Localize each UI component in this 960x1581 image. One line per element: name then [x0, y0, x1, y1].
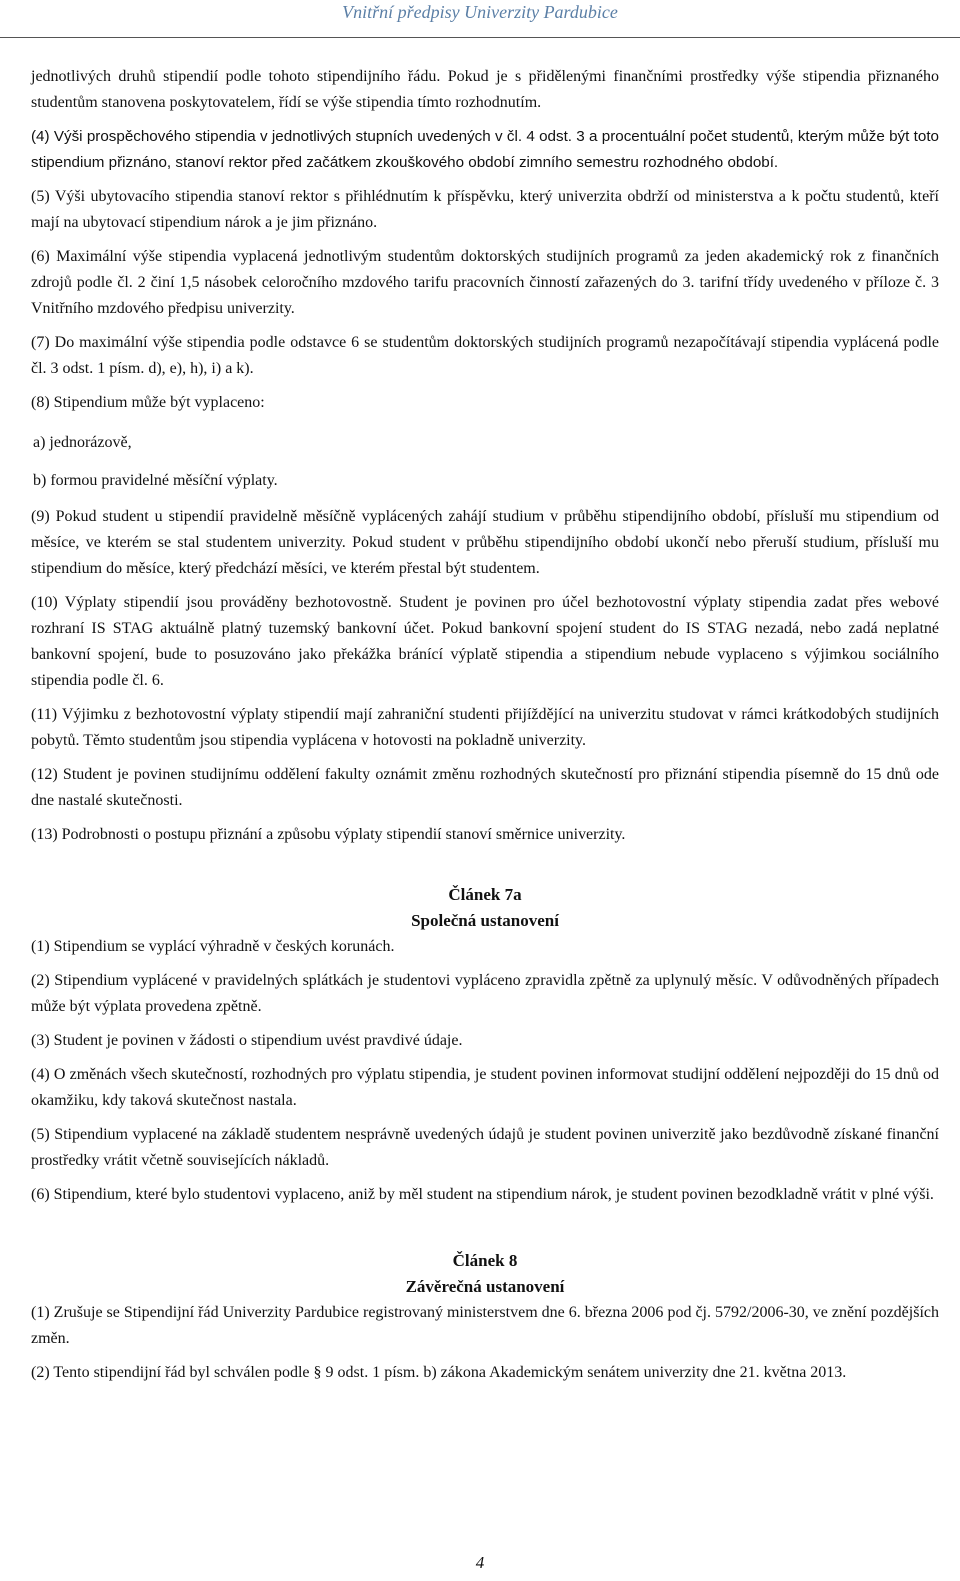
page-number: 4 — [475, 1553, 485, 1572]
article-8-paragraph: (2) Tento stipendijní řád byl schválen podle § 9 odst. 1 písm. b) zákona Akademickým senátem univerzity dne 21. května 2013. — [31, 1364, 847, 1381]
article-8-number: Článek 8 — [452, 1251, 518, 1270]
list-item: b) formou pravidelné měsíční výplaty. — [33, 472, 278, 489]
paragraph-13: (13) Podrobnosti o postupu přiznání a způsobu výplaty stipendií stanoví směrnice univerzity. — [31, 826, 626, 843]
article-7a-paragraph: (4) O změnách všech skutečností, rozhodných pro výplatu stipendia, je student povinen informovat studijní oddělení nejpozději do 15 dnů od okamžiku, kdy taková skutečnost nastala. — [31, 1066, 939, 1109]
article-7a-paragraph: (1) Stipendium se vyplácí výhradně v českých korunách. — [31, 938, 395, 955]
paragraph-7: (7) Do maximální výše stipendia podle odstavce 6 se studentům doktorských studijních programů nezapočítávají stipendia vyplácená podle čl. 3 odst. 1 písm. d), e), h), i) a k). — [31, 334, 939, 377]
article-7a-paragraph: (3) Student je povinen v žádosti o stipendium uvést pravdivé údaje. — [31, 1032, 463, 1049]
paragraph-5: (5) Výši ubytovacího stipendia stanoví rektor s přihlédnutím k příspěvku, který univerzita obdrží od ministerstva a k počtu studentů, kteří mají na ubytovací stipendium nárok a je jim přiznáno. — [31, 188, 939, 231]
article-7a-paragraph: (2) Stipendium vyplácené v pravidelných splátkách je studentovi vypláceno zpravidla zpětně za uplynulý měsíc. V odůvodněných případech může být výplata provedena zpětně. — [31, 972, 939, 1015]
paragraph-10: (10) Výplaty stipendií jsou prováděny bezhotovostně. Student je povinen pro účel bezhotovostní výplaty stipendia zadat přes webové rozhraní IS STAG aktuálně platný tuzemský bankovní účet. Pokud bankovní spojení student do IS STAG nezadá, nebo zadá neplatné bankovní spojení, bude to posuzováno jako překážka bránící výplatě stipendia a stipendium nebude vyplaceno s výjimkou sociálního stipendia podle čl. 6. — [31, 594, 939, 689]
article-8-paragraph: (1) Zrušuje se Stipendijní řád Univerzity Pardubice registrovaný ministerstvem dne 6. března 2006 pod čj. 5792/2006-30, ve znění pozdějších změn. — [31, 1304, 939, 1347]
paragraph-9: (9) Pokud student u stipendií pravidelně měsíčně vyplácených zahájí studium v průběhu stipendijního období, přísluší mu stipendium od měsíce, ve kterém se stal studentem univerzity. Pokud student v průběhu stipendijního období ukončí nebo přeruší studium, přísluší mu stipendium do měsíce, který předchází měsíci, ve kterém přestal být studentem. — [31, 508, 939, 577]
article-7a-number: Článek 7a — [448, 885, 522, 904]
paragraph-12: (12) Student je povinen studijnímu oddělení fakulty oznámit změnu rozhodných skutečností pro přiznání stipendia písemně do 15 dnů ode dne nastalé skutečnosti. — [31, 766, 939, 809]
article-7a-paragraph: (6) Stipendium, které bylo studentovi vyplaceno, aniž by měl student na stipendium nárok, je student povinen bezodkladně vrátit v plné výši. — [31, 1186, 934, 1203]
header-divider — [0, 37, 960, 38]
paragraph-8: (8) Stipendium může být vyplaceno: — [31, 394, 265, 411]
paragraph-continuation: jednotlivých druhů stipendií podle tohoto stipendijního řádu. Pokud je s přidělenými finančními prostředky výše stipendia přiznaného studentům stanovena poskytovatelem, řídí se výše stipendia tímto rozhodnutím. — [31, 68, 939, 111]
paragraph-6: (6) Maximální výše stipendia vyplacená jednotlivým studentům doktorských studijních programů za jeden akademický rok z finančních zdrojů podle čl. 2 činí 1,5 násobek celoročního mzdového tarifu pracovních činností zařazených do 3. tarifní třídy uvedeného v příloze č. 3 Vnitřního mzdového předpisu univerzity. — [31, 248, 939, 317]
article-7a-title: Společná ustanovení — [411, 911, 559, 930]
article-8-title: Závěrečná ustanovení — [405, 1277, 565, 1296]
article-7a-paragraph: (5) Stipendium vyplacené na základě studentem nesprávně uvedených údajů je student povinen univerzitě jako bezdůvodně získané finanční prostředky vrátit včetně souvisejících nákladů. — [31, 1126, 939, 1169]
paragraph-11: (11) Výjimku z bezhotovostní výplaty stipendií mají zahraniční studenti přijíždějící na univerzitu studovat v rámci krátkodobých studijních pobytů. Těmto studentům jsou stipendia vyplácena v hotovosti na pokladně univerzity. — [31, 706, 939, 749]
document-body — [31, 64, 939, 1394]
running-header: Vnitřní předpisy Univerzity Pardubice — [342, 2, 618, 22]
list-item: a) jednorázově, — [33, 434, 132, 451]
paragraph-4: (4) Výši prospěchového stipendia v jednotlivých stupních uvedených v čl. 4 odst. 3 a procentuální počet studentů, kterým může být toto stipendium přiznáno, stanoví rektor před začátkem zkouškového období zimního semestru rozhodného období. — [31, 128, 939, 171]
